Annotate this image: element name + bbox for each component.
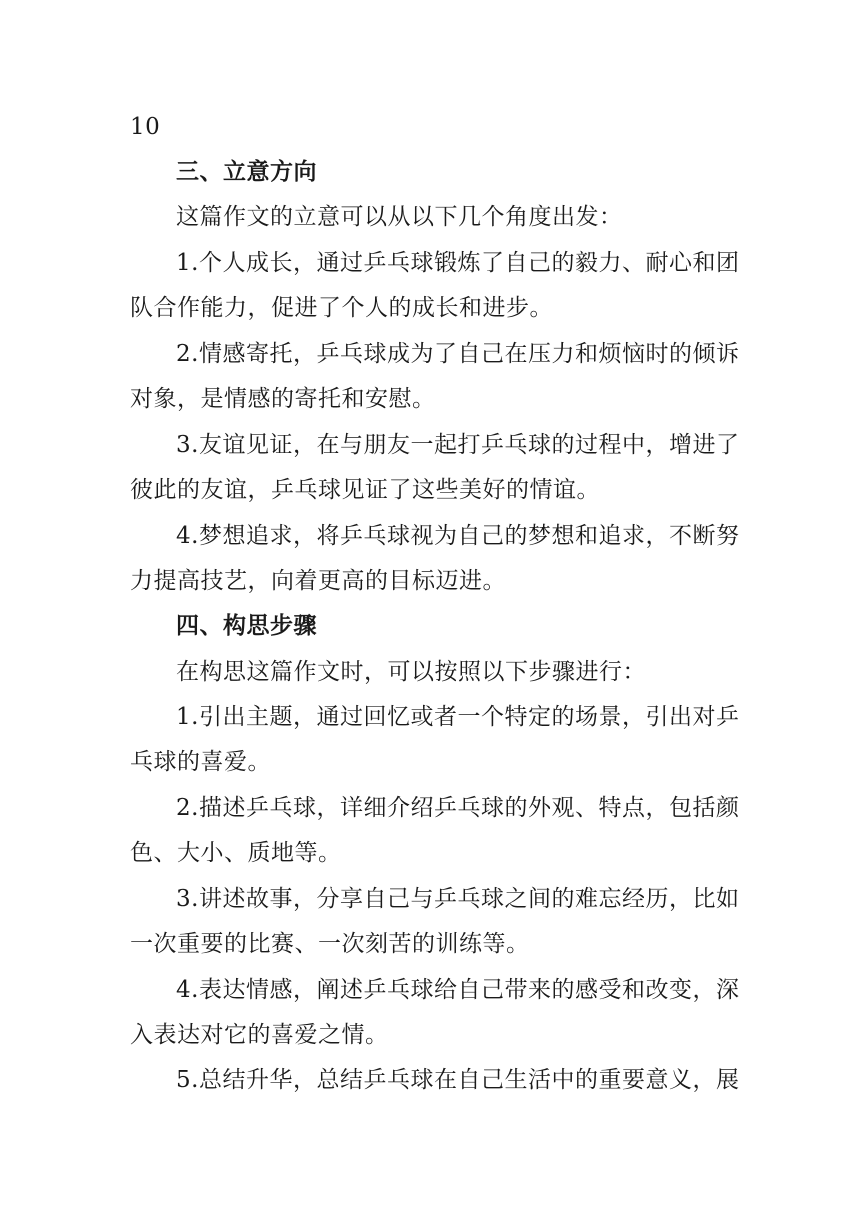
paragraph-line: 对象，是情感的寄托和安慰。 <box>130 386 436 412</box>
section-3-intro: 这篇作文的立意可以从以下几个角度出发： <box>176 204 623 230</box>
paragraph-line: 色、大小、质地等。 <box>130 840 342 866</box>
paragraph-line: 2.情感寄托，乒乓球成为了自己在压力和烦恼时的倾诉 <box>176 341 740 367</box>
paragraph-line: 1.引出主题，通过回忆或者一个特定的场景，引出对乒 <box>176 704 740 730</box>
paragraph-line: 4.表达情感，阐述乒乓球给自己带来的感受和改变，深 <box>176 977 740 1003</box>
paragraph-line: 2.描述乒乓球，详细介绍乒乓球的外观、特点，包括颜 <box>176 795 740 821</box>
section-heading-3: 三、立意方向 <box>176 158 317 185</box>
paragraph-line: 力提高技艺，向着更高的目标迈进。 <box>130 568 506 594</box>
paragraph-line: 彼此的友谊，乒乓球见证了这些美好的情谊。 <box>130 477 600 503</box>
paragraph-line: 1.个人成长，通过乒乓球锻炼了自己的毅力、耐心和团 <box>176 250 740 276</box>
section-heading-4: 四、构思步骤 <box>176 612 317 639</box>
paragraph-line: 入表达对它的喜爱之情。 <box>130 1022 389 1048</box>
paragraph-line: 乓球的喜爱。 <box>130 749 271 775</box>
paragraph-line: 4.梦想追求，将乒乓球视为自己的梦想和追求，不断努 <box>176 523 740 549</box>
paragraph-line: 3.讲述故事，分享自己与乒乓球之间的难忘经历，比如 <box>176 886 740 912</box>
section-4-intro: 在构思这篇作文时，可以按照以下步骤进行： <box>176 659 646 685</box>
paragraph-line: 5.总结升华，总结乒乓球在自己生活中的重要意义，展 <box>176 1067 740 1093</box>
paragraph-line: 一次重要的比赛、一次刻苦的训练等。 <box>130 931 530 957</box>
paragraph-line: 3.友谊见证，在与朋友一起打乒乓球的过程中，增进了 <box>176 432 740 458</box>
page-number: 10 <box>130 114 161 140</box>
paragraph-line: 队合作能力，促进了个人的成长和进步。 <box>130 295 553 321</box>
